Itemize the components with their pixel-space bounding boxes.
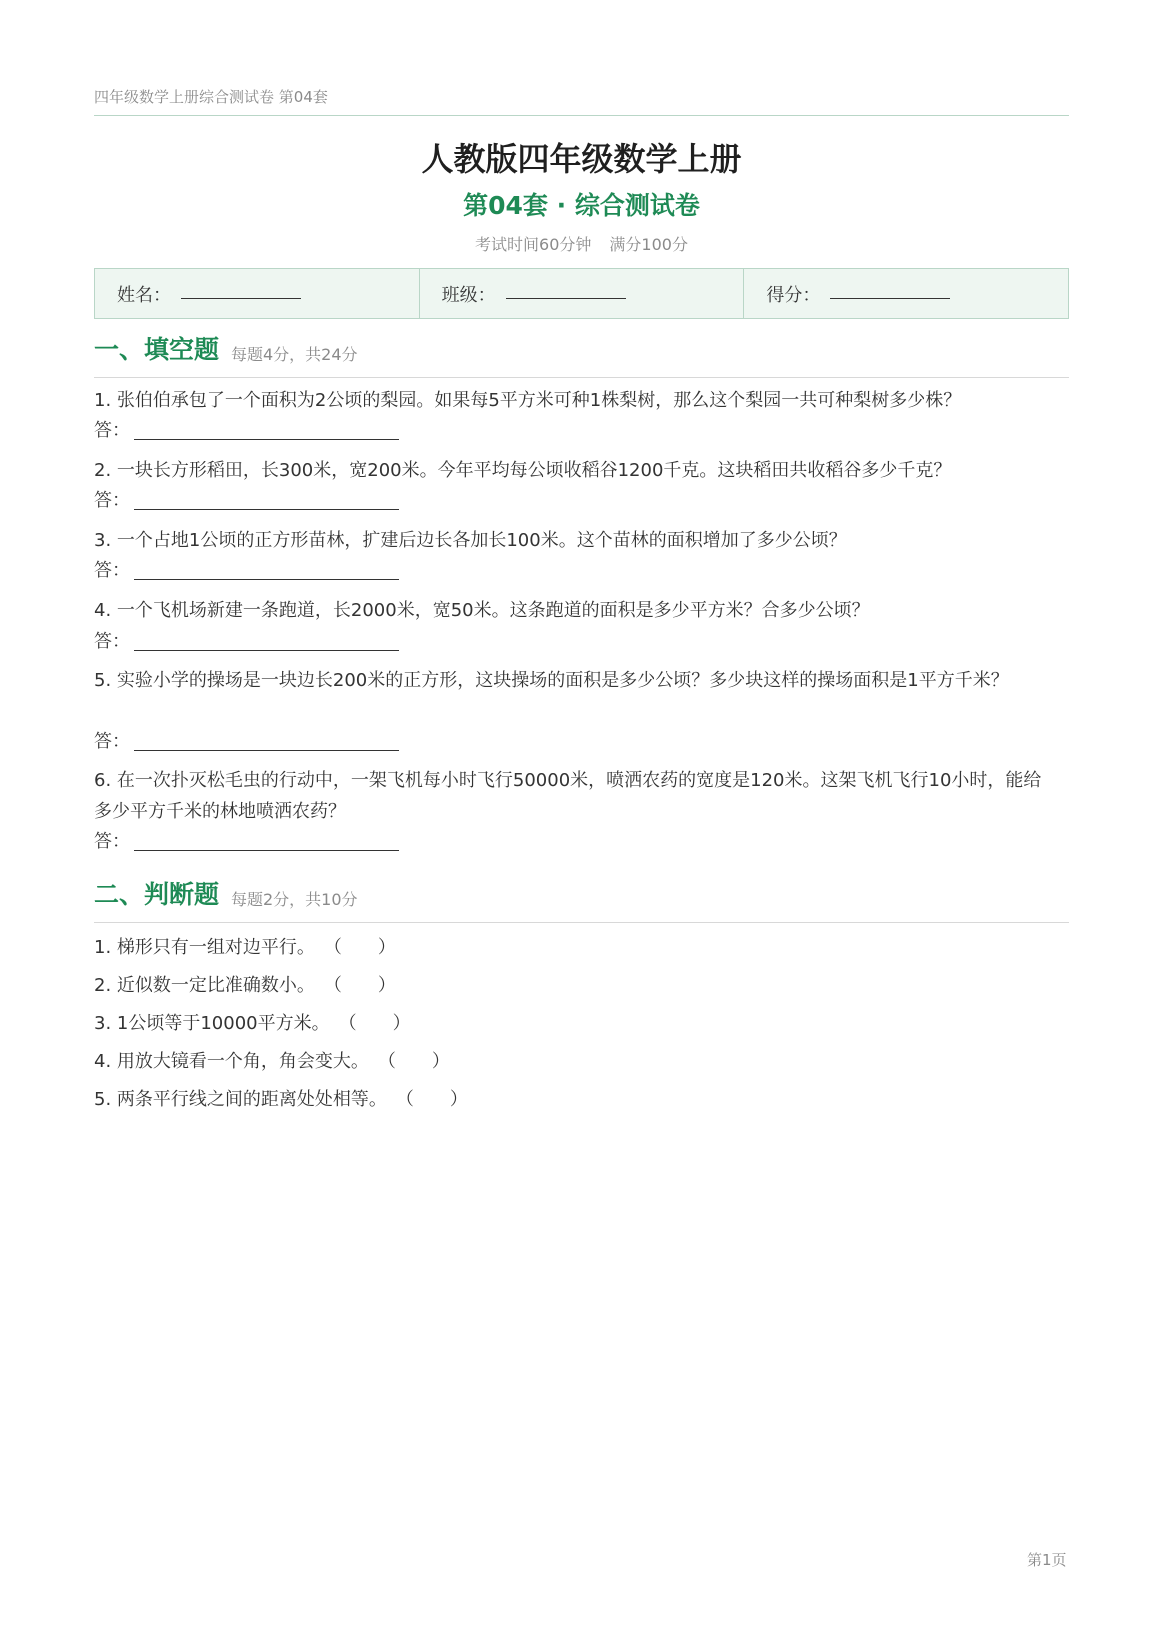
true-false-item-1 [94, 933, 396, 959]
statement: 5. 两条平行线之间的距离处处相等。 [94, 1089, 387, 1110]
statement: 2. 近似数一定比准确数小。 [94, 975, 315, 996]
exam-time: 考试时间60分钟 [475, 235, 592, 254]
answer-label: 答： [94, 560, 130, 581]
true-false-item-2 [94, 971, 396, 997]
answer-2-line[interactable] [134, 509, 399, 510]
question-4: 4. 一个飞机场新建一条跑道，长2000米，宽50米。这条跑道的面积是多少平方米？合多少公顷？ [94, 600, 870, 621]
section2-note: 每题2分，共10分 [231, 890, 358, 909]
question-5: 5. 实验小学的操场是一块边长200米的正方形，这块操场的面积是多少公顷？多少块这样的操场面积是1平方千米？ [94, 670, 1009, 691]
answer-6 [94, 827, 130, 855]
answer-parentheses[interactable]: （ ） [404, 1089, 468, 1110]
running-header: 四年级数学上册综合测试卷 第04套 [94, 88, 328, 106]
answer-label: 答： [94, 631, 130, 652]
answer-1 [94, 416, 130, 444]
name-cell [95, 269, 419, 318]
statement: 1. 梯形只有一组对边平行。 [94, 937, 315, 958]
answer-1-line[interactable] [134, 439, 399, 440]
answer-2 [94, 486, 130, 514]
answer-parentheses[interactable]: （ ） [347, 1013, 411, 1034]
page-number: 第1页 [1027, 1551, 1067, 1569]
statement: 4. 用放大镜看一个角，角会变大。 [94, 1051, 369, 1072]
class-cell [419, 269, 744, 318]
true-false-item-5 [94, 1085, 468, 1111]
student-info-table [94, 268, 1069, 319]
name-blank[interactable] [181, 298, 301, 299]
header-divider [94, 115, 1069, 116]
statement: 3. 1公顷等于10000平方米。 [94, 1013, 330, 1034]
answer-6-line[interactable] [134, 850, 399, 851]
answer-4 [94, 627, 130, 655]
answer-5-line[interactable] [134, 750, 399, 751]
true-false-item-4 [94, 1047, 450, 1073]
page-title: 人教版四年级数学上册 [421, 140, 742, 178]
question-2: 2. 一块长方形稻田，长300米，宽200米。今年平均每公顷收稻谷1200千克。这块稻田共收稻谷多少千克？ [94, 460, 952, 481]
name-label: 姓名： [117, 284, 171, 306]
score-cell [743, 269, 1068, 318]
section2-header [94, 875, 1069, 923]
answer-label: 答： [94, 731, 130, 752]
exam-info [94, 232, 1069, 255]
score-blank[interactable] [830, 298, 950, 299]
class-blank[interactable] [506, 298, 626, 299]
answer-parentheses[interactable]: （ ） [332, 937, 396, 958]
score-label: 得分： [766, 284, 821, 306]
answer-parentheses[interactable]: （ ） [386, 1051, 450, 1072]
section1-header [94, 330, 1069, 378]
answer-4-line[interactable] [134, 650, 399, 651]
question-1: 1. 张伯伯承包了一个面积为2公顷的梨园。如果每5平方米可种1株梨树，那么这个梨园一共可种梨树多少株？ [94, 390, 962, 411]
page-subtitle: 第04套 · 综合测试卷 [463, 191, 700, 220]
answer-label: 答： [94, 420, 130, 441]
true-false-item-3 [94, 1009, 411, 1035]
answer-parentheses[interactable]: （ ） [332, 975, 396, 996]
section2-title: 二、判断题 [94, 880, 220, 909]
answer-5 [94, 727, 130, 755]
question-3: 3. 一个占地1公顷的正方形苗林，扩建后边长各加长100米。这个苗林的面积增加了多少公顷？ [94, 530, 847, 551]
answer-3-line[interactable] [134, 579, 399, 580]
section1-note: 每题4分，共24分 [231, 345, 358, 364]
answer-label: 答： [94, 831, 130, 852]
class-label: 班级： [441, 284, 496, 306]
question-6: 6. 在一次扑灭松毛虫的行动中，一架飞机每小时飞行50000米，喷洒农药的宽度是120米。这架飞机飞行10小时，能给多少平方千米的林地喷洒农药？ [94, 770, 1042, 822]
answer-3 [94, 556, 130, 584]
section1-title: 一、填空题 [94, 335, 220, 364]
answer-label: 答： [94, 490, 130, 511]
exam-full-score: 满分100分 [609, 235, 688, 254]
